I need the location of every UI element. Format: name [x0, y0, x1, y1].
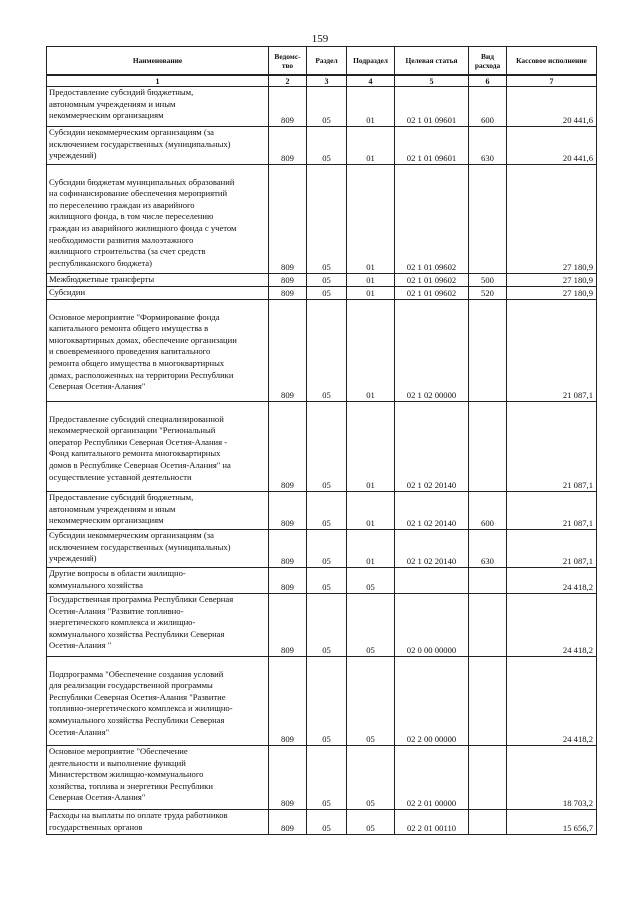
- row-amount-cell: 21 087,1: [507, 300, 597, 402]
- col-header-cash-execution: Кассовое исполнение: [507, 47, 597, 76]
- col-number: 6: [469, 75, 507, 87]
- col-header-razdel: Раздел: [307, 47, 347, 76]
- row-amount-cell: 15 656,7: [507, 810, 597, 835]
- row-amount-cell: 27 180,9: [507, 165, 597, 274]
- table-row: [47, 274, 597, 287]
- row-name-cell: Другие вопросы в области жилищно- коммунального хозяйства: [47, 568, 269, 594]
- row-name-cell: Субсидии бюджетам муниципальных образований на софинансирование обеспечения мероприятий по переселению граждан из аварийного жилищного фонда, в том числе переселению граждан из аварийного жилищного фонда с учетом необходимости развития малоэтажного жилищного строительства (за счет средств республиканского бюджета): [47, 165, 269, 274]
- table-row: [47, 165, 597, 274]
- header-row: [47, 47, 597, 76]
- row-razdel-cell: 05: [307, 300, 347, 402]
- col-number: 7: [507, 75, 597, 87]
- row-target-article-cell: 02 2 00 00000: [395, 657, 469, 746]
- table-row: [47, 594, 597, 657]
- col-header-vedomstvo: Ведомс-тво: [269, 47, 307, 76]
- row-expense-type-cell: [469, 300, 507, 402]
- row-expense-type-cell: 630: [469, 530, 507, 568]
- row-name-cell: Основное мероприятие "Формирование фонда капитального ремонта общего имущества в многоквартирных домах, обеспечение организации и своевременного проведения капитального ремонта общего имущества в многоквартирных домах, расположенных на территории Республики Северная Осетия-Алания": [47, 300, 269, 402]
- row-name-cell: Субсидии: [47, 287, 269, 300]
- row-expense-type-cell: 600: [469, 87, 507, 127]
- row-target-article-cell: 02 1 02 20140: [395, 492, 469, 530]
- row-target-article-cell: [395, 568, 469, 594]
- row-name-cell: Предоставление субсидий бюджетным, автономным учреждениям и иным некоммерческим организациям: [47, 87, 269, 127]
- row-amount-cell: 24 418,2: [507, 594, 597, 657]
- row-name-cell: Подпрограмма "Обеспечение создания условий для реализации государственной программы Республики Северная Осетия-Алания "Развитие топливно-энергетического комплекса и жилищно- коммунального хозяйства Республики Северная Осетия-Алания": [47, 657, 269, 746]
- row-razdel-cell: 05: [307, 165, 347, 274]
- row-podrazdel-cell: 01: [347, 530, 395, 568]
- row-name-cell: Субсидии некоммерческим организациям (за исключением государственных (муниципальных) учреждений): [47, 530, 269, 568]
- row-amount-cell: 21 087,1: [507, 530, 597, 568]
- row-vedomstvo-cell: 809: [269, 594, 307, 657]
- row-razdel-cell: 05: [307, 568, 347, 594]
- row-podrazdel-cell: 01: [347, 127, 395, 165]
- row-podrazdel-cell: 05: [347, 594, 395, 657]
- col-number: 2: [269, 75, 307, 87]
- row-amount-cell: 20 441,6: [507, 87, 597, 127]
- table-row: [47, 287, 597, 300]
- row-vedomstvo-cell: 809: [269, 810, 307, 835]
- row-amount-cell: 18 703,2: [507, 746, 597, 810]
- page-number: 159: [311, 33, 329, 45]
- budget-execution-table: [46, 46, 597, 835]
- table-row: [47, 87, 597, 127]
- row-name-cell: Межбюджетные трансферты: [47, 274, 269, 287]
- row-target-article-cell: 02 1 01 09602: [395, 274, 469, 287]
- row-razdel-cell: 05: [307, 492, 347, 530]
- row-podrazdel-cell: 01: [347, 87, 395, 127]
- row-vedomstvo-cell: 809: [269, 287, 307, 300]
- row-target-article-cell: 02 1 01 09602: [395, 287, 469, 300]
- row-vedomstvo-cell: 809: [269, 300, 307, 402]
- row-expense-type-cell: [469, 165, 507, 274]
- row-name-cell: Основное мероприятие "Обеспечение деятельности и выполнение функций Министерством жилищно-коммунального хозяйства, топлива и энергетики Республики Северная Осетия-Алания": [47, 746, 269, 810]
- row-amount-cell: 24 418,2: [507, 568, 597, 594]
- row-podrazdel-cell: 01: [347, 492, 395, 530]
- row-amount-cell: 27 180,9: [507, 274, 597, 287]
- col-header-target-article: Целевая статья: [395, 47, 469, 76]
- row-podrazdel-cell: 05: [347, 657, 395, 746]
- column-number-row: [47, 75, 597, 87]
- table-row: [47, 127, 597, 165]
- row-target-article-cell: 02 1 02 20140: [395, 402, 469, 492]
- row-name-cell: Государственная программа Республики Северная Осетия-Алания "Развитие топливно- энергетического комплекса и жилищно- коммунального хозяйства Республики Северная Осетия-Алания ": [47, 594, 269, 657]
- row-target-article-cell: 02 2 01 00000: [395, 746, 469, 810]
- row-expense-type-cell: [469, 402, 507, 492]
- row-vedomstvo-cell: 809: [269, 165, 307, 274]
- table-row: [47, 492, 597, 530]
- row-name-cell: Предоставление субсидий специализированной некоммерческой организации "Региональный оператор Республики Северная Осетия-Алания - Фонд капитального ремонта многоквартирных домов в Республике Северная Осетия-Алания" на осуществление уставной деятельности: [47, 402, 269, 492]
- row-razdel-cell: 05: [307, 746, 347, 810]
- row-razdel-cell: 05: [307, 127, 347, 165]
- row-razdel-cell: 05: [307, 402, 347, 492]
- row-amount-cell: 24 418,2: [507, 657, 597, 746]
- row-razdel-cell: 05: [307, 594, 347, 657]
- row-vedomstvo-cell: 809: [269, 657, 307, 746]
- row-target-article-cell: 02 1 01 09602: [395, 165, 469, 274]
- row-vedomstvo-cell: 809: [269, 87, 307, 127]
- row-name-cell: Расходы на выплаты по оплате труда работников государственных органов: [47, 810, 269, 835]
- col-number: 1: [47, 75, 269, 87]
- row-vedomstvo-cell: 809: [269, 402, 307, 492]
- table-row: [47, 568, 597, 594]
- row-name-cell: Субсидии некоммерческим организациям (за исключением государственных (муниципальных) учреждений): [47, 127, 269, 165]
- row-vedomstvo-cell: 809: [269, 127, 307, 165]
- row-expense-type-cell: 600: [469, 492, 507, 530]
- row-target-article-cell: 02 0 00 00000: [395, 594, 469, 657]
- row-podrazdel-cell: 01: [347, 274, 395, 287]
- row-podrazdel-cell: 01: [347, 165, 395, 274]
- row-target-article-cell: 02 1 01 09601: [395, 87, 469, 127]
- row-target-article-cell: 02 1 02 00000: [395, 300, 469, 402]
- col-header-expense-type: Вид расхода: [469, 47, 507, 76]
- table-row: [47, 402, 597, 492]
- row-podrazdel-cell: 05: [347, 810, 395, 835]
- row-expense-type-cell: 630: [469, 127, 507, 165]
- row-razdel-cell: 05: [307, 87, 347, 127]
- col-header-podrazdel: Подраздел: [347, 47, 395, 76]
- table-row: [47, 810, 597, 835]
- row-podrazdel-cell: 05: [347, 746, 395, 810]
- row-razdel-cell: 05: [307, 657, 347, 746]
- row-amount-cell: 20 441,6: [507, 127, 597, 165]
- row-target-article-cell: 02 1 01 09601: [395, 127, 469, 165]
- row-expense-type-cell: [469, 657, 507, 746]
- col-number: 3: [307, 75, 347, 87]
- row-expense-type-cell: 520: [469, 287, 507, 300]
- table-row: [47, 746, 597, 810]
- row-expense-type-cell: [469, 568, 507, 594]
- row-vedomstvo-cell: 809: [269, 530, 307, 568]
- row-podrazdel-cell: 01: [347, 402, 395, 492]
- row-amount-cell: 21 087,1: [507, 402, 597, 492]
- row-expense-type-cell: 500: [469, 274, 507, 287]
- row-target-article-cell: 02 1 02 20140: [395, 530, 469, 568]
- row-podrazdel-cell: 05: [347, 568, 395, 594]
- row-vedomstvo-cell: 809: [269, 568, 307, 594]
- row-razdel-cell: 05: [307, 287, 347, 300]
- row-vedomstvo-cell: 809: [269, 274, 307, 287]
- col-number: 4: [347, 75, 395, 87]
- col-header-name: Наименование: [47, 47, 269, 76]
- row-expense-type-cell: [469, 810, 507, 835]
- row-podrazdel-cell: 01: [347, 287, 395, 300]
- row-amount-cell: 27 180,9: [507, 287, 597, 300]
- table-row: [47, 300, 597, 402]
- table-row: [47, 657, 597, 746]
- row-vedomstvo-cell: 809: [269, 492, 307, 530]
- row-podrazdel-cell: 01: [347, 300, 395, 402]
- row-amount-cell: 21 087,1: [507, 492, 597, 530]
- row-target-article-cell: 02 2 01 00110: [395, 810, 469, 835]
- row-razdel-cell: 05: [307, 530, 347, 568]
- col-number: 5: [395, 75, 469, 87]
- row-expense-type-cell: [469, 594, 507, 657]
- row-razdel-cell: 05: [307, 810, 347, 835]
- row-name-cell: Предоставление субсидий бюджетным, автономным учреждениям и иным некоммерческим организациям: [47, 492, 269, 530]
- table-row: [47, 530, 597, 568]
- row-razdel-cell: 05: [307, 274, 347, 287]
- row-vedomstvo-cell: 809: [269, 746, 307, 810]
- row-expense-type-cell: [469, 746, 507, 810]
